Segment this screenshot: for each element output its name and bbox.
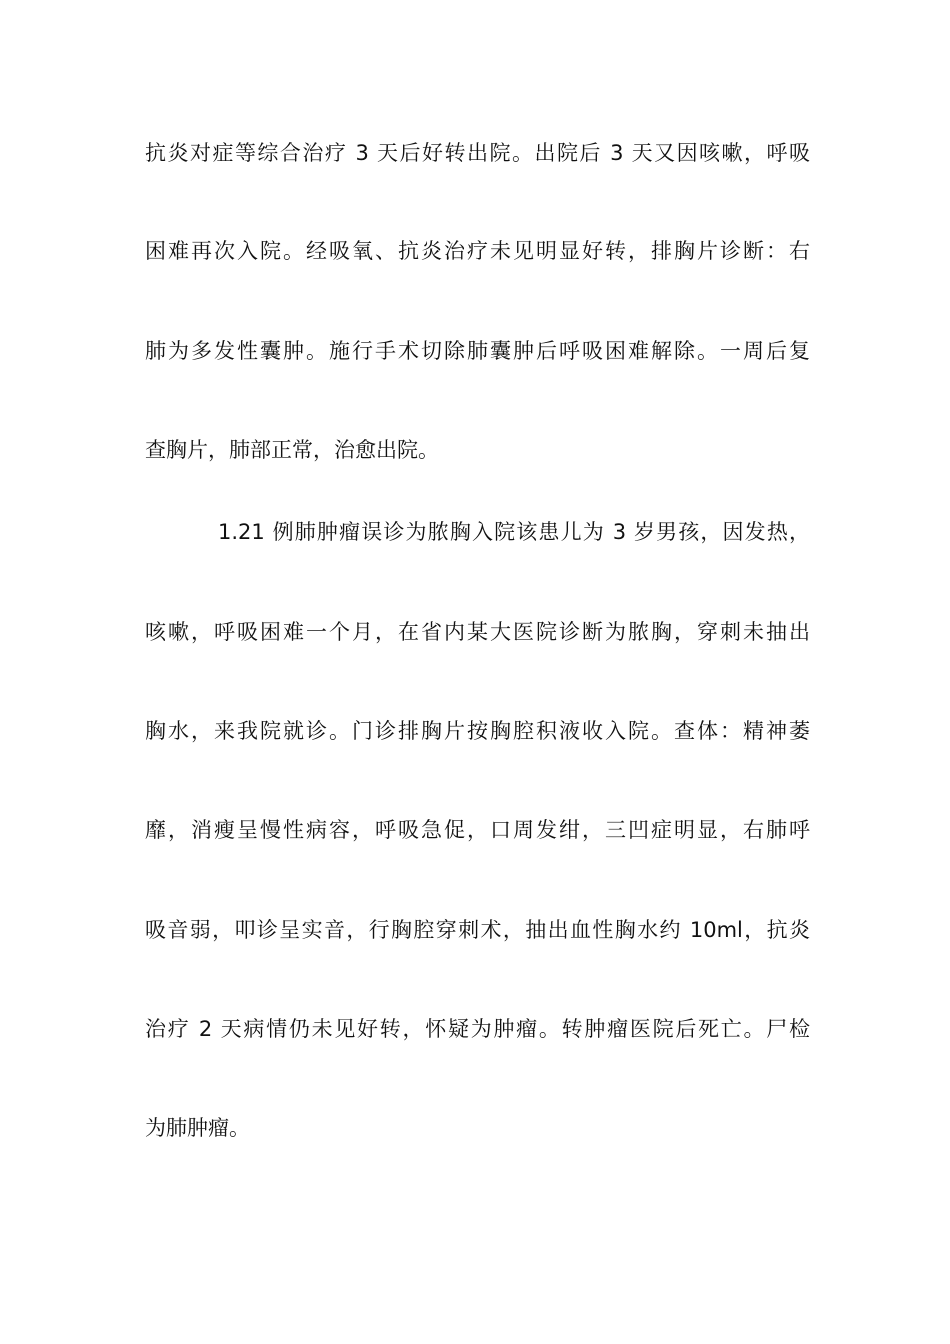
- paragraph-heading-line: 1.21 例肺肿瘤误诊为脓胸入院该患儿为 3 岁男孩，因发热，: [218, 520, 810, 544]
- text-line: 胸水，来我院就诊。门诊排胸片按胸腔积液收入院。查体：精神萎: [145, 719, 810, 743]
- text-line: 靡，消瘦呈慢性病容，呼吸急促，口周发绀，三凹症明显，右肺呼: [145, 818, 810, 842]
- text-line: 咳嗽，呼吸困难一个月，在省内某大医院诊断为脓胸，穿刺未抽出: [145, 620, 810, 644]
- text-line: 吸音弱，叩诊呈实音，行胸腔穿刺术，抽出血性胸水约 10ml，抗炎: [145, 918, 810, 942]
- text-line: 肺为多发性囊肿。施行手术切除肺囊肿后呼吸困难解除。一周后复: [145, 339, 810, 363]
- text-line: 困难再次入院。经吸氧、抗炎治疗未见明显好转，排胸片诊断：右: [145, 239, 810, 263]
- text-line: 为肺肿瘤。: [145, 1116, 250, 1140]
- text-line: 查胸片，肺部正常，治愈出院。: [145, 438, 439, 462]
- text-line: 抗炎对症等综合治疗 3 天后好转出院。出院后 3 天又因咳嗽，呼吸: [145, 141, 810, 165]
- text-line: 治疗 2 天病情仍未见好转，怀疑为肿瘤。转肿瘤医院后死亡。尸检: [145, 1017, 810, 1041]
